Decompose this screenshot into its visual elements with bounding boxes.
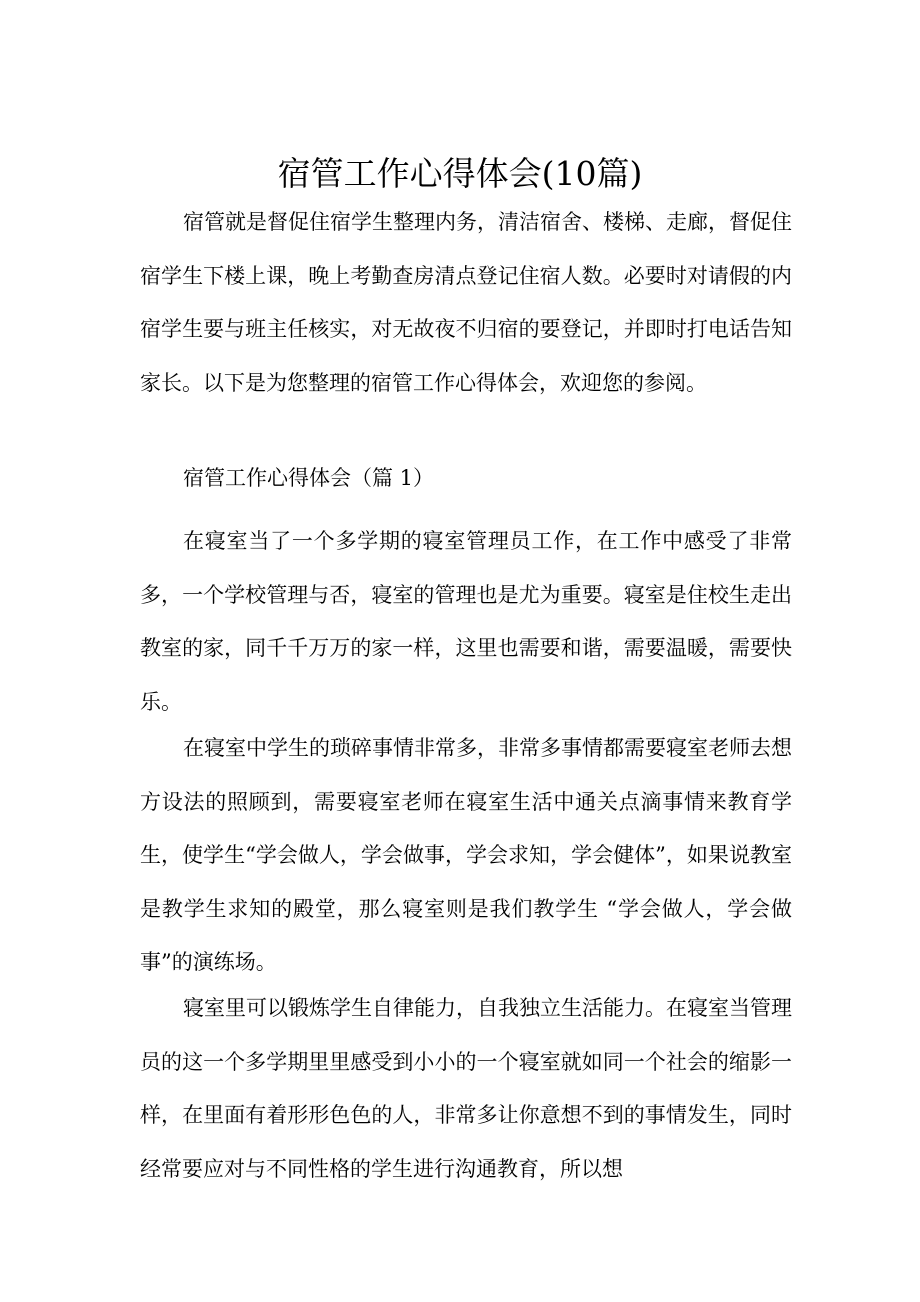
document-title: 宿管工作心得体会(10篇) <box>277 154 643 193</box>
intro-paragraph: 宿管就是督促住宿学生整理内务，清洁宿舍、楼梯、走廊，督促住宿学生下楼上课，晚上考勤查房清点登记住宿人数。必要时对请假的内宿学生要与班主任核实，对无故夜不归宿的要登记，并即时打电话告知家长。以下是为您整理的宿管工作心得体会，欢迎您的参阅。 <box>140 210 792 395</box>
section-heading: 宿管工作心得体会（篇 1） <box>183 466 435 490</box>
body-paragraph-1: 在寝室当了一个多学期的寝室管理员工作，在工作中感受了非常多，一个学校管理与否，寝室的管理也是尤为重要。寝室是住校生走出教室的家，同千千万万的家一样，这里也需要和谐，需要温暖，需要快乐。 <box>140 529 792 714</box>
body-paragraph-2: 在寝室中学生的琐碎事情非常多，非常多事情都需要寝室老师去想方设法的照顾到，需要寝室老师在寝室生活中通关点滴事情来教育学生，使学生“学会做人，学会做事，学会求知，学会健体”，如果说教室是教学生求知的殿堂，那么寝室则是我们教学生 “学会做人，学会做事”的演练场。 <box>140 736 792 975</box>
body-paragraph-3: 寝室里可以锻炼学生自律能力，自我独立生活能力。在寝室当管理员的这一个多学期里里感受到小小的一个寝室就如同一个社会的缩影一样，在里面有着形形色色的人，非常多让你意想不到的事情发生，同时经常要应对与不同性格的学生进行沟通教育，所以想 <box>140 996 792 1181</box>
